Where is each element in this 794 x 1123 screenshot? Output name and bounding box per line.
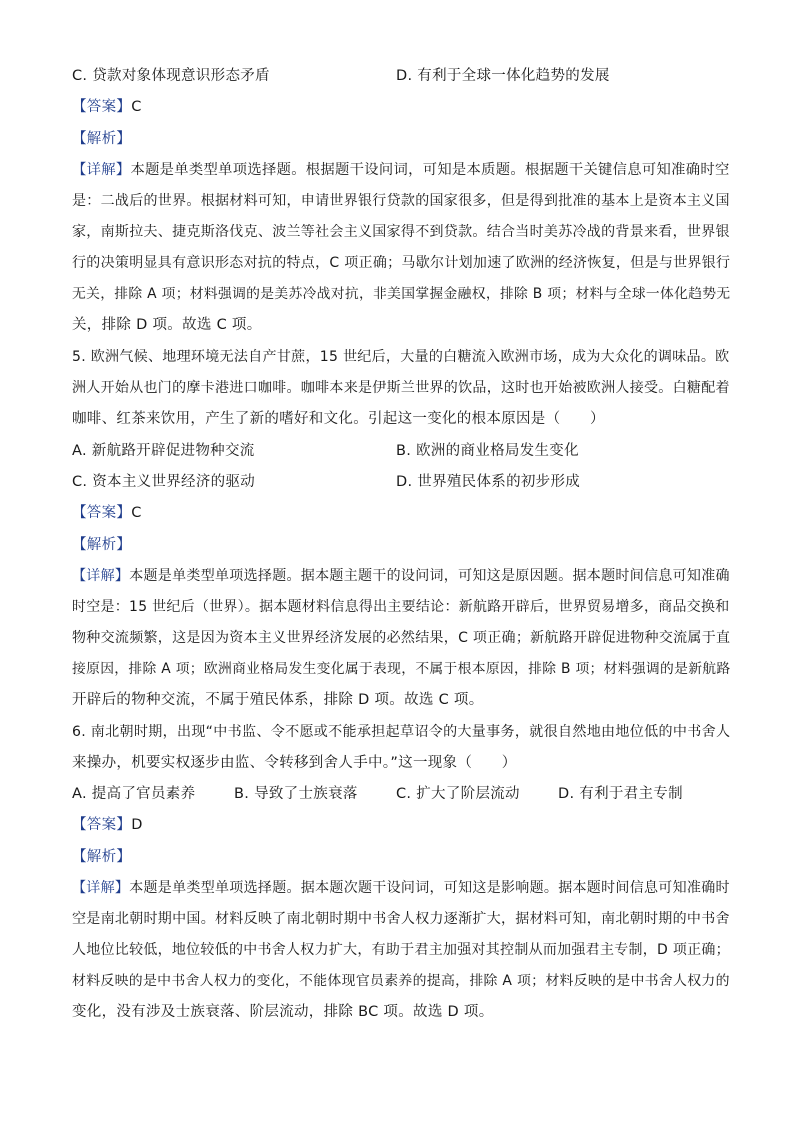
- q5-option-a: A. 新航路开辟促进物种交流: [72, 443, 255, 459]
- detail-tag: 【详解】: [72, 568, 130, 584]
- q6-detail-line-3: 人地位比较低，地位较低的中书舍人权力扩大，有助于君主加强对其控制从而加强君主专制，D 项正确；: [72, 942, 730, 958]
- q6-detail-line-5: 变化，没有涉及士族衰落、阶层流动，排除 BC 项。故选 D 项。: [72, 1004, 494, 1020]
- q4-analysis-tag: 【解析】: [72, 131, 132, 147]
- q4-detail-line-5: 无关，排除 A 项；材料强调的是美苏冷战对抗，非美国掌握金融权，排除 B 项；材料与全球一体化趋势无: [72, 286, 731, 302]
- q6-detail-line-2: 空是南北朝时期中国。材料反映了南北朝时期中书舍人权力逐渐扩大，据材料可知，南北朝时期的中书舍: [72, 911, 730, 927]
- q4-detail-line-2: 是：二战后的世界。根据材料可知，申请世界银行贷款的国家很多，但是得到批准的基本上是资本主义国: [72, 193, 730, 209]
- q4-detail-line-4: 行的决策明显具有意识形态对抗的特点，C 项正确；马歇尔计划加速了欧洲的经济恢复，但是与世界银行: [72, 255, 731, 271]
- q6-option-c: C. 扩大了阶层流动: [396, 786, 520, 802]
- q5-detail-line-1: [72, 566, 730, 586]
- q5-stem-line-3: 咖啡、红茶来饮用，产生了新的嗜好和文化。引起这一变化的根本原因是（ ）: [72, 411, 605, 427]
- q6-option-b: B. 导致了士族衰落: [234, 786, 358, 802]
- q5-answer: [72, 503, 142, 523]
- detail-tag: 【详解】: [72, 880, 130, 896]
- q5-option-c: C. 资本主义世界经济的驱动: [72, 474, 256, 490]
- q4-option-c: C. 贷款对象体现意识形态矛盾: [72, 68, 270, 84]
- q5-option-d: D. 世界殖民体系的初步形成: [396, 474, 581, 490]
- q5-detail-line-3: 物种交流频繁，这是因为资本主义世界经济发展的必然结果，C 项正确；新航路开辟促进物种交流属于直: [72, 630, 731, 646]
- q6-stem-line-1: 6. 南北朝时期，出现“中书监、令不愿或不能承担起草诏令的大量事务，就很自然地由地位低的中书舍人: [72, 724, 731, 740]
- q6-analysis-tag: 【解析】: [72, 849, 132, 865]
- q5-stem-line-2: 洲人开始从也门的摩卡港进口咖啡。咖啡本来是伊斯兰世界的饮品，这时也开始被欧洲人接受。白糖配着: [72, 380, 730, 396]
- q5-detail-line-5: 开辟后的物种交流，不属于殖民体系，排除 D 项。故选 C 项。: [72, 692, 484, 708]
- q4-detail-line-6: 关，排除 D 项。故选 C 项。: [72, 317, 262, 333]
- q4-option-d: D. 有利于全球一体化趋势的发展: [396, 68, 610, 84]
- answer-tag: 【答案】: [72, 505, 132, 521]
- answer-tag: 【答案】: [72, 99, 132, 115]
- q5-analysis-tag: 【解析】: [72, 537, 132, 553]
- q5-stem-line-1: 5. 欧洲气候、地理环境无法自产甘蔗，15 世纪后，大量的白糖流入欧洲市场，成为大众化的调味品。欧: [72, 349, 730, 365]
- q4-answer: [72, 97, 142, 117]
- q6-answer: [72, 815, 143, 835]
- detail-text: 本题是单类型单项选择题。据本题次题干设问词，可知这是影响题。据本题时间信息可知准确时: [129, 880, 730, 896]
- detail-text: 本题是单类型单项选择题。据本题主题干的设问词，可知这是原因题。据本题时间信息可知准确: [129, 568, 730, 584]
- q6-detail-line-4: 材料反映的是中书舍人权力的变化，不能体现官员素养的提高，排除 A 项；材料反映的是中书舍人权力的: [72, 973, 730, 989]
- answer-tag: 【答案】: [72, 817, 132, 833]
- q4-detail-line-1: [72, 160, 730, 180]
- q5-detail-line-2: 时空是：15 世纪后（世界）。据本题材料信息得出主要结论：新航路开辟后，世界贸易增多，商品交换和: [72, 599, 730, 615]
- q5-detail-line-4: 接原因，排除 A 项；欧洲商业格局发生变化属于表现，不属于根本原因，排除 B 项；材料强调的是新航路: [72, 661, 731, 677]
- detail-text: 本题是单类型单项选择题。根据题干设问词，可知是本质题。根据题干关键信息可知准确时空: [130, 162, 730, 178]
- q4-detail-line-3: 家，南斯拉夫、捷克斯洛伐克、波兰等社会主义国家得不到贷款。结合当时美苏冷战的背景来看，世界银: [72, 224, 730, 240]
- q6-stem-line-2: 来操办，机要实权逐步由监、令转移到舍人手中。”这一现象（ ）: [72, 755, 517, 771]
- q6-option-d: D. 有利于君主专制: [558, 786, 683, 802]
- q6-option-a: A. 提高了官员素养: [72, 786, 196, 802]
- detail-tag: 【详解】: [72, 162, 131, 178]
- answer-value: C: [131, 505, 142, 521]
- answer-value: D: [131, 817, 143, 833]
- q6-detail-line-1: [72, 878, 730, 898]
- answer-value: C: [131, 99, 142, 115]
- q5-option-b: B. 欧洲的商业格局发生变化: [396, 443, 579, 459]
